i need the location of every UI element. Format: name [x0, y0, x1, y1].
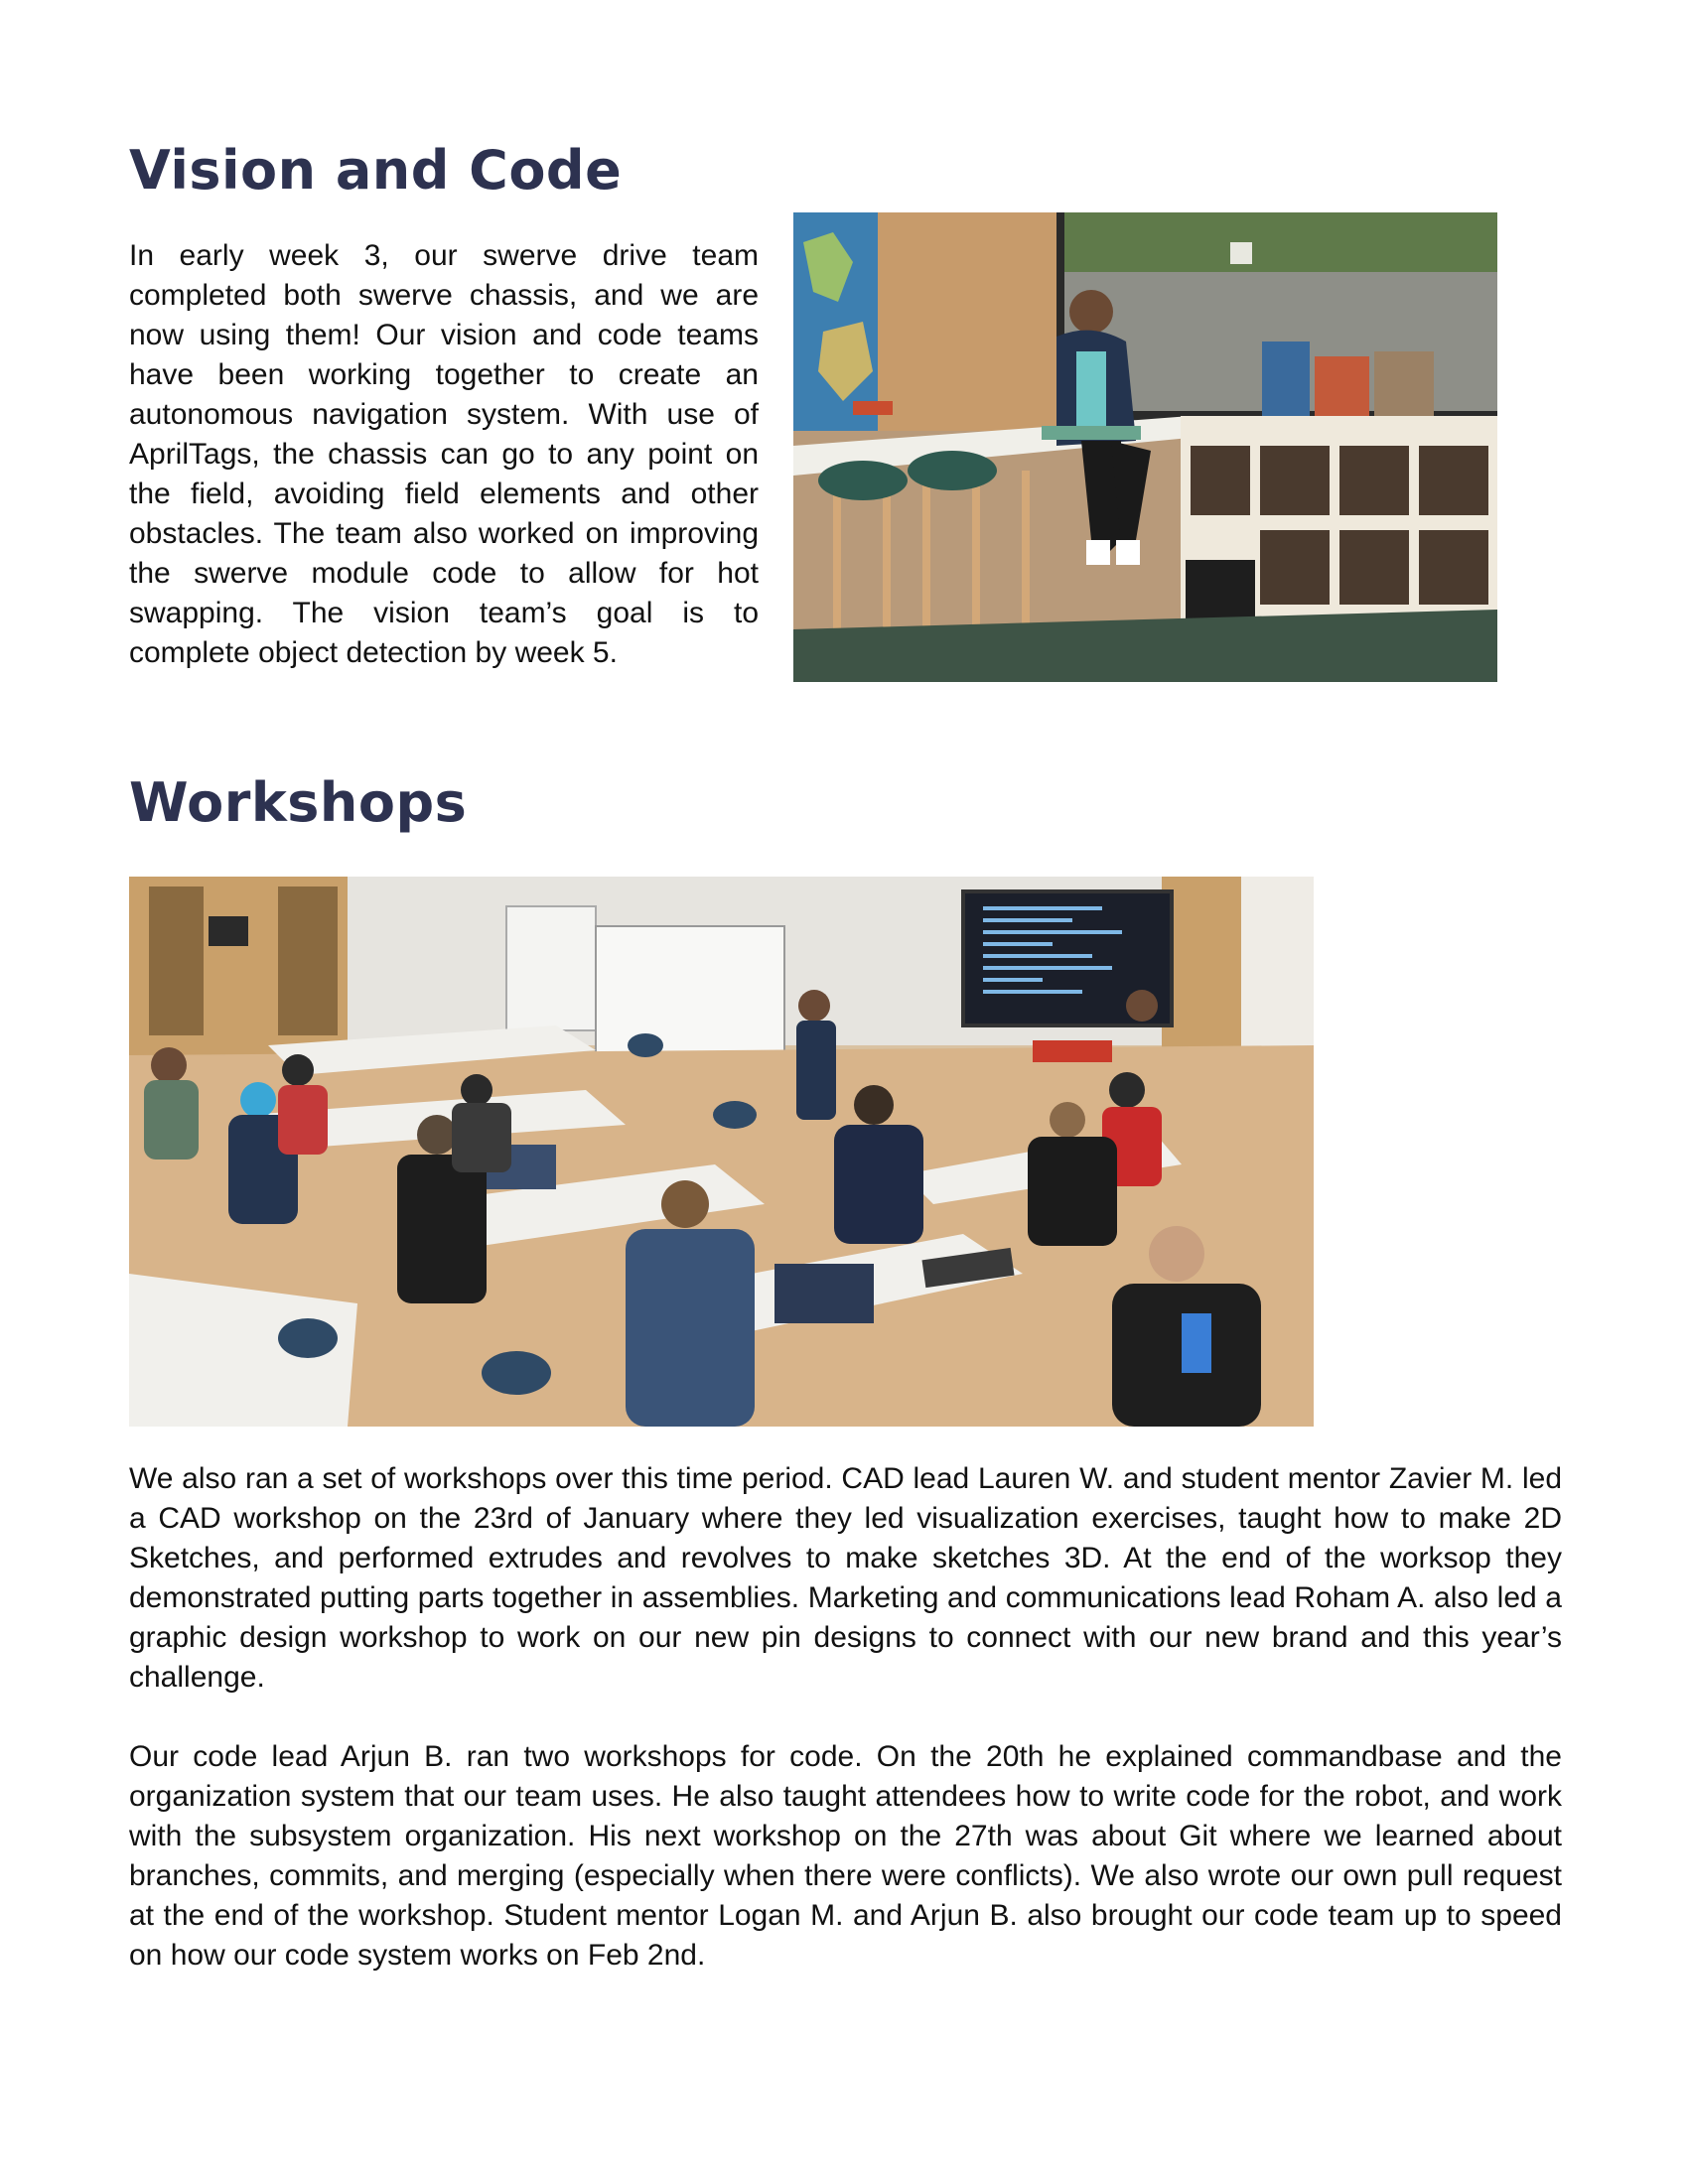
workshops-paragraph-code: Our code lead Arjun B. ran two workshops for code. On the 20th he explained commandbase and the organization system that our team uses. He also taught attendees how to write code for the robot, and work with the subsystem organization. His next workshop on the 27th was about Git where we learned about branches, commits, and merging (especially when there were conflicts). We also wrote our own pull request at the end of the workshop. Student mentor Logan M. and Arjun B. also brought our code team up to speed on how our code system works on Feb 2nd.: [129, 1740, 1562, 1972]
student-at-window-photo: [793, 212, 1497, 682]
workshops-heading: Workshops: [129, 771, 468, 834]
workshop-classroom-photo: [129, 877, 1314, 1427]
workshops-paragraph-cad: We also ran a set of workshops over this time period. CAD lead Lauren W. and student mentor Zavier M. led a CAD workshop on the 23rd of January where they led visualization exercises, taught how to make 2D Sketches, and performed extrudes and revolves to make sketches 3D. At the end of the worksop they demonstrated putting parts together in assemblies. Marketing and communications lead Roham A. also led a graphic design workshop to work on our new pin designs to connect with our new brand and this year’s challenge.: [129, 1462, 1562, 1694]
vision-paragraph: In early week 3, our swerve drive team completed both swerve chassis, and we are now using them! Our vision and code teams have been working together to create an autonomous navigation system. With use of AprilTags, the chassis can go to any point on the field, avoiding field elements and other obstacles. The team also worked on improving the swerve module code to allow for hot swapping. The vision team’s goal is to complete object detection by week 5.: [129, 239, 759, 669]
vision-heading: Vision and Code: [129, 139, 623, 202]
